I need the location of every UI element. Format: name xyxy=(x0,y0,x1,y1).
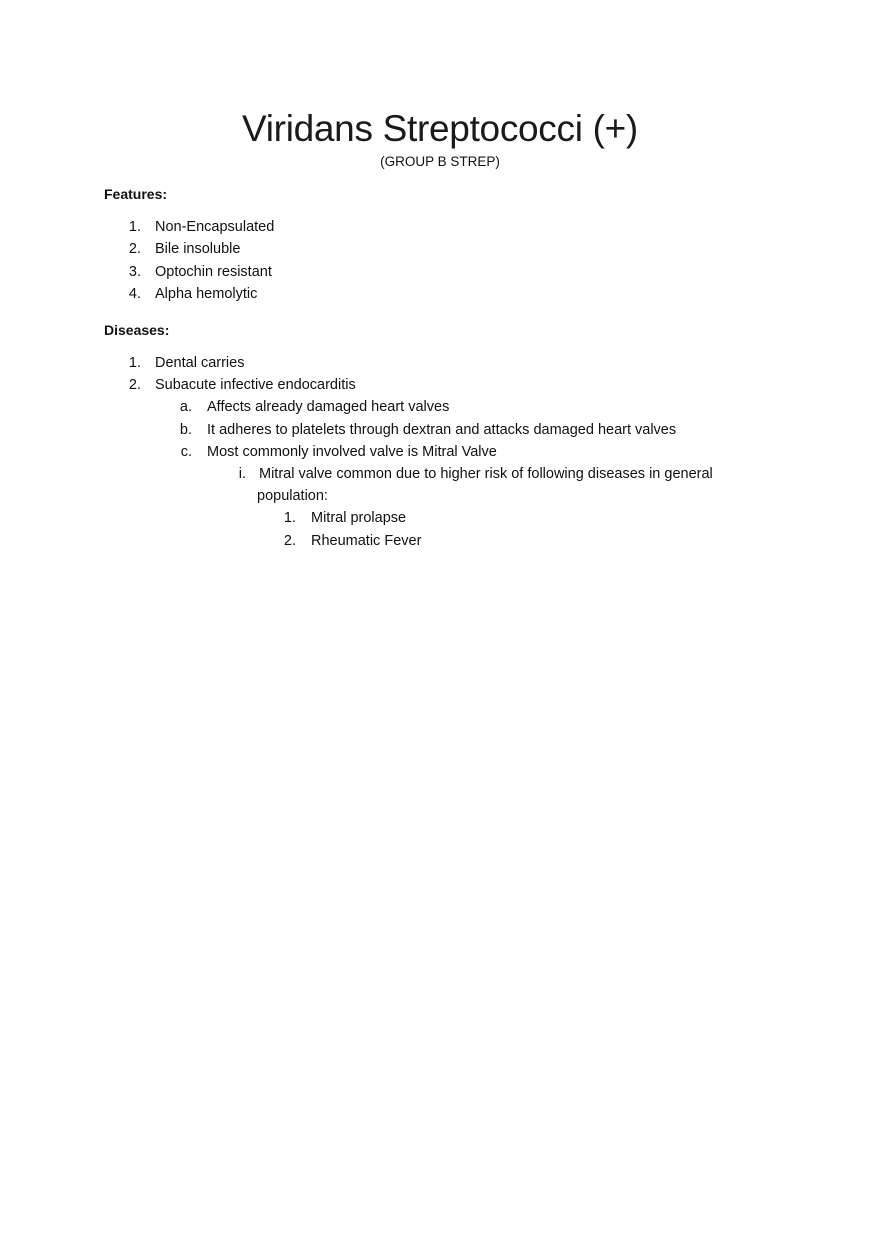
list-text: Alpha hemolytic xyxy=(155,286,258,302)
list-text: Dental carries xyxy=(155,355,245,371)
list-marker: 1. xyxy=(128,355,141,371)
document-title: Viridans Streptococci (+) xyxy=(242,108,638,149)
list-text: population: xyxy=(257,488,328,504)
list-text: Bile insoluble xyxy=(155,241,241,257)
document-subtitle: (GROUP B STREP) xyxy=(380,154,500,169)
features-heading: Features: xyxy=(104,186,168,202)
list-marker: 1. xyxy=(283,510,296,526)
list-text: Optochin resistant xyxy=(155,264,272,280)
list-marker: b. xyxy=(179,422,192,438)
list-marker: i. xyxy=(238,466,246,482)
list-text: Rheumatic Fever xyxy=(311,533,422,549)
list-text: Most commonly involved valve is Mitral Valve xyxy=(207,444,497,460)
list-text: Affects already damaged heart valves xyxy=(207,399,450,415)
diseases-heading: Diseases: xyxy=(104,322,170,338)
list-text: Non-Encapsulated xyxy=(155,219,275,235)
list-marker: 2. xyxy=(128,241,141,257)
list-marker: 3. xyxy=(128,264,141,280)
list-text: Mitral prolapse xyxy=(311,510,407,526)
list-marker: 2. xyxy=(283,533,296,549)
list-marker: a. xyxy=(179,399,192,415)
list-text: Subacute infective endocarditis xyxy=(155,377,356,393)
list-text: It adheres to platelets through dextran and attacks damaged heart valves xyxy=(207,422,677,438)
list-marker: 1. xyxy=(128,219,141,235)
list-text: Mitral valve common due to higher risk of following diseases in general xyxy=(259,466,713,482)
list-marker: 2. xyxy=(128,377,141,393)
list-marker: c. xyxy=(180,444,192,460)
list-marker: 4. xyxy=(128,286,141,302)
